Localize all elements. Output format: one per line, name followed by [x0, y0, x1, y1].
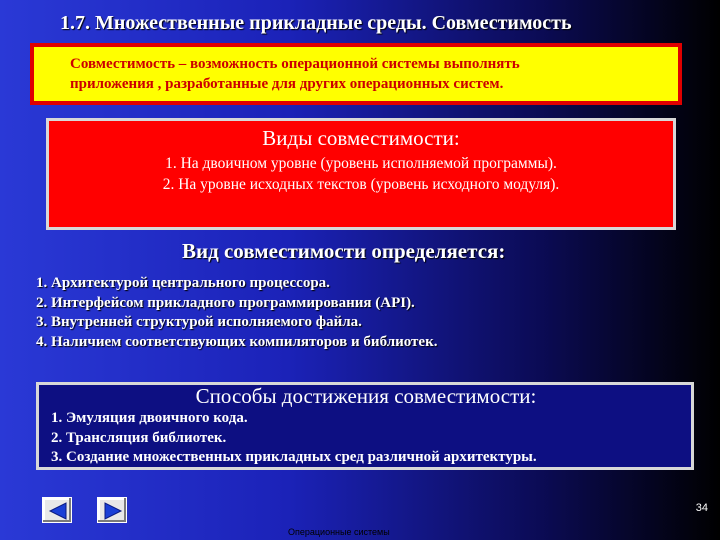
previous-slide-button[interactable]	[42, 497, 72, 523]
page-number: 34	[695, 502, 708, 514]
list-item: 2. На уровне исходных текстов (уровень исходного модуля).	[162, 176, 560, 193]
slide-title: 1.7. Множественные прикладные среды. Совместимость	[60, 12, 572, 34]
list-item: 2. Трансляция библиотек.	[51, 429, 227, 446]
compatibility-methods-box	[36, 382, 694, 470]
triangle-left-icon	[47, 501, 69, 521]
list-item: 3. Создание множественных прикладных сред различной архитектуры.	[51, 449, 537, 465]
list-item: 3. Внутренней структурой исполняемого файла.	[36, 314, 362, 330]
determinants-list	[36, 274, 706, 352]
list-item: 1. Эмуляция двоичного кода.	[51, 410, 248, 426]
compatibility-types-list	[59, 153, 663, 195]
definition-line: Совместимость – возможность операционной системы выполнять	[70, 56, 520, 72]
list-item: 2. Интерфейсом прикладного программирования (API).	[36, 294, 415, 311]
list-item: 4. Наличием соответствующих компиляторов и библиотек.	[36, 333, 438, 350]
next-slide-button[interactable]	[97, 497, 127, 523]
determinants-title: Вид совместимости определяется:	[182, 239, 506, 263]
compatibility-methods-title: Способы достижения совместимости:	[195, 384, 537, 408]
footer-text: Операционные системы	[288, 527, 390, 537]
compatibility-types-box	[46, 118, 676, 230]
definition-box	[30, 43, 682, 105]
compatibility-methods-list	[51, 409, 681, 468]
triangle-right-icon	[102, 501, 124, 521]
compatibility-types-title: Виды совместимости:	[262, 126, 460, 150]
definition-line: приложения , разработанные для других операционных систем.	[70, 76, 504, 92]
list-item: 1. На двоичном уровне (уровень исполняемой программы).	[165, 155, 557, 172]
list-item: 1. Архитектурой центрального процессора.	[36, 275, 330, 291]
